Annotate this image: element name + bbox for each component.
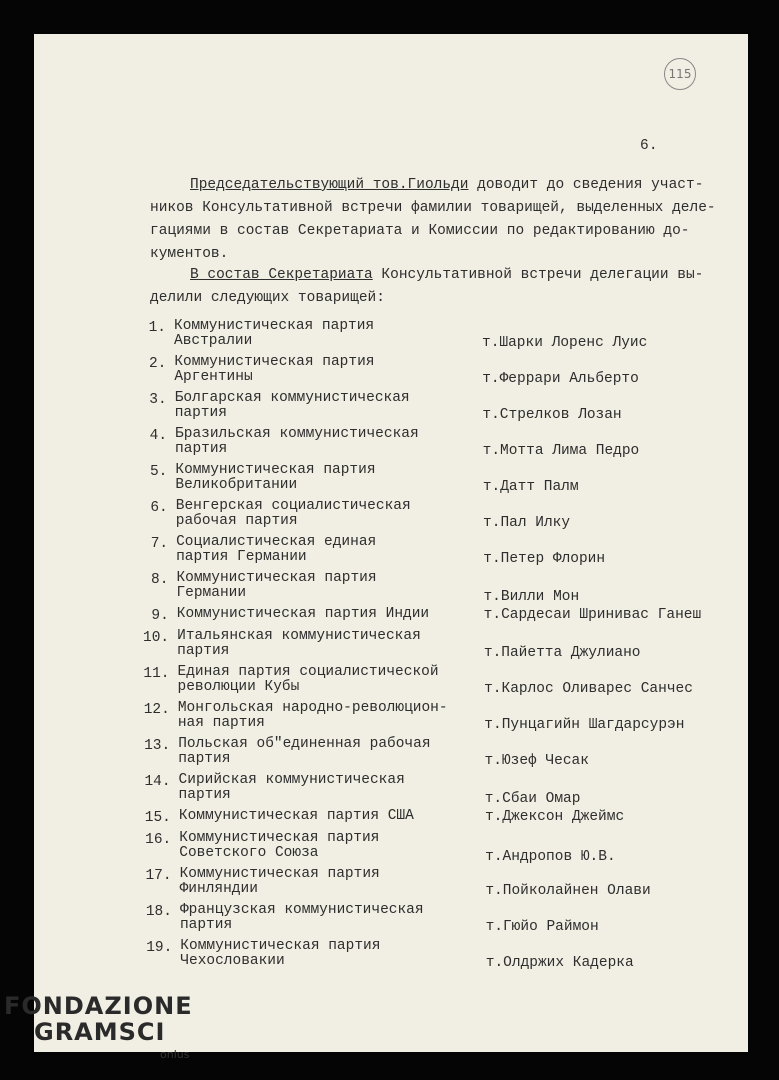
intro-line-3: гациями в состав Секретариата и Комиссии по редактированию до- [150, 223, 690, 239]
member-party: Коммунистическая партия Аргентины [174, 354, 375, 385]
member-number: 4. [149, 428, 168, 444]
speaker-name: Председательствующий тов.Гиольди [190, 177, 469, 193]
member-number: 2. [148, 356, 167, 372]
member-party: Коммунистическая партия Советского Союза [179, 830, 380, 861]
member-party: Коммунистическая партия Чехословакии [180, 938, 381, 969]
member-number: 7. [150, 536, 169, 552]
secretariat-line-1: Консультативной встречи делегации вы- [372, 267, 704, 283]
member-name: т.Мотта Лима Педро [482, 443, 640, 459]
member-number: 9. [151, 608, 169, 624]
member-number: 8. [151, 572, 169, 588]
member-party: Болгарская коммунистическая партия [174, 390, 410, 421]
member-number: 19. [146, 940, 173, 956]
watermark-line-1: FONDAZIONE [4, 992, 193, 1020]
member-party: Коммунистическая партия Великобритании [175, 462, 376, 493]
member-party: Коммунистическая партия Индии [176, 606, 430, 622]
member-party: Венгерская социалистическая рабочая партия [175, 498, 411, 529]
member-party: Сирийская коммунистическая партия [178, 772, 405, 803]
member-number: 3. [149, 392, 167, 408]
member-party: Итальянская коммунистическая партия [177, 628, 421, 659]
page-number: 6. [640, 138, 658, 154]
member-name: т.Пал Илку [483, 515, 571, 531]
member-number: 13. [144, 738, 171, 754]
member-party: Монгольская народно-революцион- ная партия [177, 700, 448, 731]
member-number: 17. [145, 868, 172, 884]
archive-stamp: 115 [664, 58, 696, 90]
member-name: т.Стрелков Лозан [482, 407, 622, 423]
member-name: т.Джексон Джеймс [484, 809, 625, 825]
intro-paragraph [150, 174, 716, 266]
member-name: т.Пайетта Джулиано [483, 645, 641, 661]
member-number: 15. [144, 810, 171, 826]
intro-line-2: ников Консультативной встречи фамилии товарищей, выделенных деле- [150, 200, 716, 216]
member-name: т.Датт Палм [482, 479, 579, 495]
member-party: Коммунистическая партия Финляндии [179, 866, 380, 897]
member-number: 16. [145, 832, 172, 848]
member-name: т.Пунцагийн Шагдарсурэн [484, 717, 685, 733]
member-name: т.Шарки Лоренс Луис [482, 335, 648, 351]
member-party: Социалистическая единая партия Германии [176, 534, 377, 565]
member-number: 18. [145, 904, 172, 920]
member-name: т.Карлос Оливарес Санчес [484, 681, 693, 697]
member-number: 12. [143, 702, 170, 718]
member-name: т.Юзеф Чесак [484, 753, 589, 769]
member-name: т.Андропов Ю.В. [485, 849, 616, 865]
member-party: Французская коммунистическая партия [179, 902, 424, 933]
secretariat-heading: В состав Секретариата [190, 267, 373, 283]
member-party: Единая партия социалистической революции Кубы [177, 664, 439, 695]
member-name: т.Олдржих Кадерка [485, 955, 634, 971]
member-name: т.Вилли Мон [483, 589, 580, 605]
watermark-line-3: onlus [160, 1048, 190, 1061]
member-party: Коммунистическая партия США [178, 808, 414, 824]
member-name: т.Петер Флорин [483, 551, 606, 567]
secretariat-paragraph [150, 264, 710, 310]
member-party: Бразильская коммунистическая партия [175, 426, 419, 457]
member-number: 5. [149, 464, 168, 480]
member-name: т.Сбаи Омар [484, 791, 581, 807]
member-number: 1. [148, 320, 166, 336]
member-number: 10. [143, 630, 170, 646]
intro-line-4: кументов. [150, 246, 229, 262]
member-party: Коммунистическая партия Германии [176, 570, 377, 601]
secretariat-line-2: делили следующих товарищей: [150, 290, 385, 306]
member-number: 14. [144, 774, 171, 790]
watermark-line-2: GRAMSCI [34, 1018, 166, 1046]
member-name: т.Пойколайнен Олави [485, 883, 651, 899]
member-party: Польская об"единенная рабочая партия [178, 736, 431, 767]
member-name: т.Гюйо Раймон [485, 919, 599, 935]
member-party: Коммунистическая партия Австралии [174, 318, 375, 349]
member-number: 11. [143, 666, 170, 682]
member-name: т.Сардесаи Шринивас Ганеш [483, 607, 702, 623]
member-name: т.Феррари Альберто [482, 371, 639, 387]
member-number: 6. [150, 500, 168, 516]
intro-line-1: доводит до сведения участ- [468, 177, 704, 193]
